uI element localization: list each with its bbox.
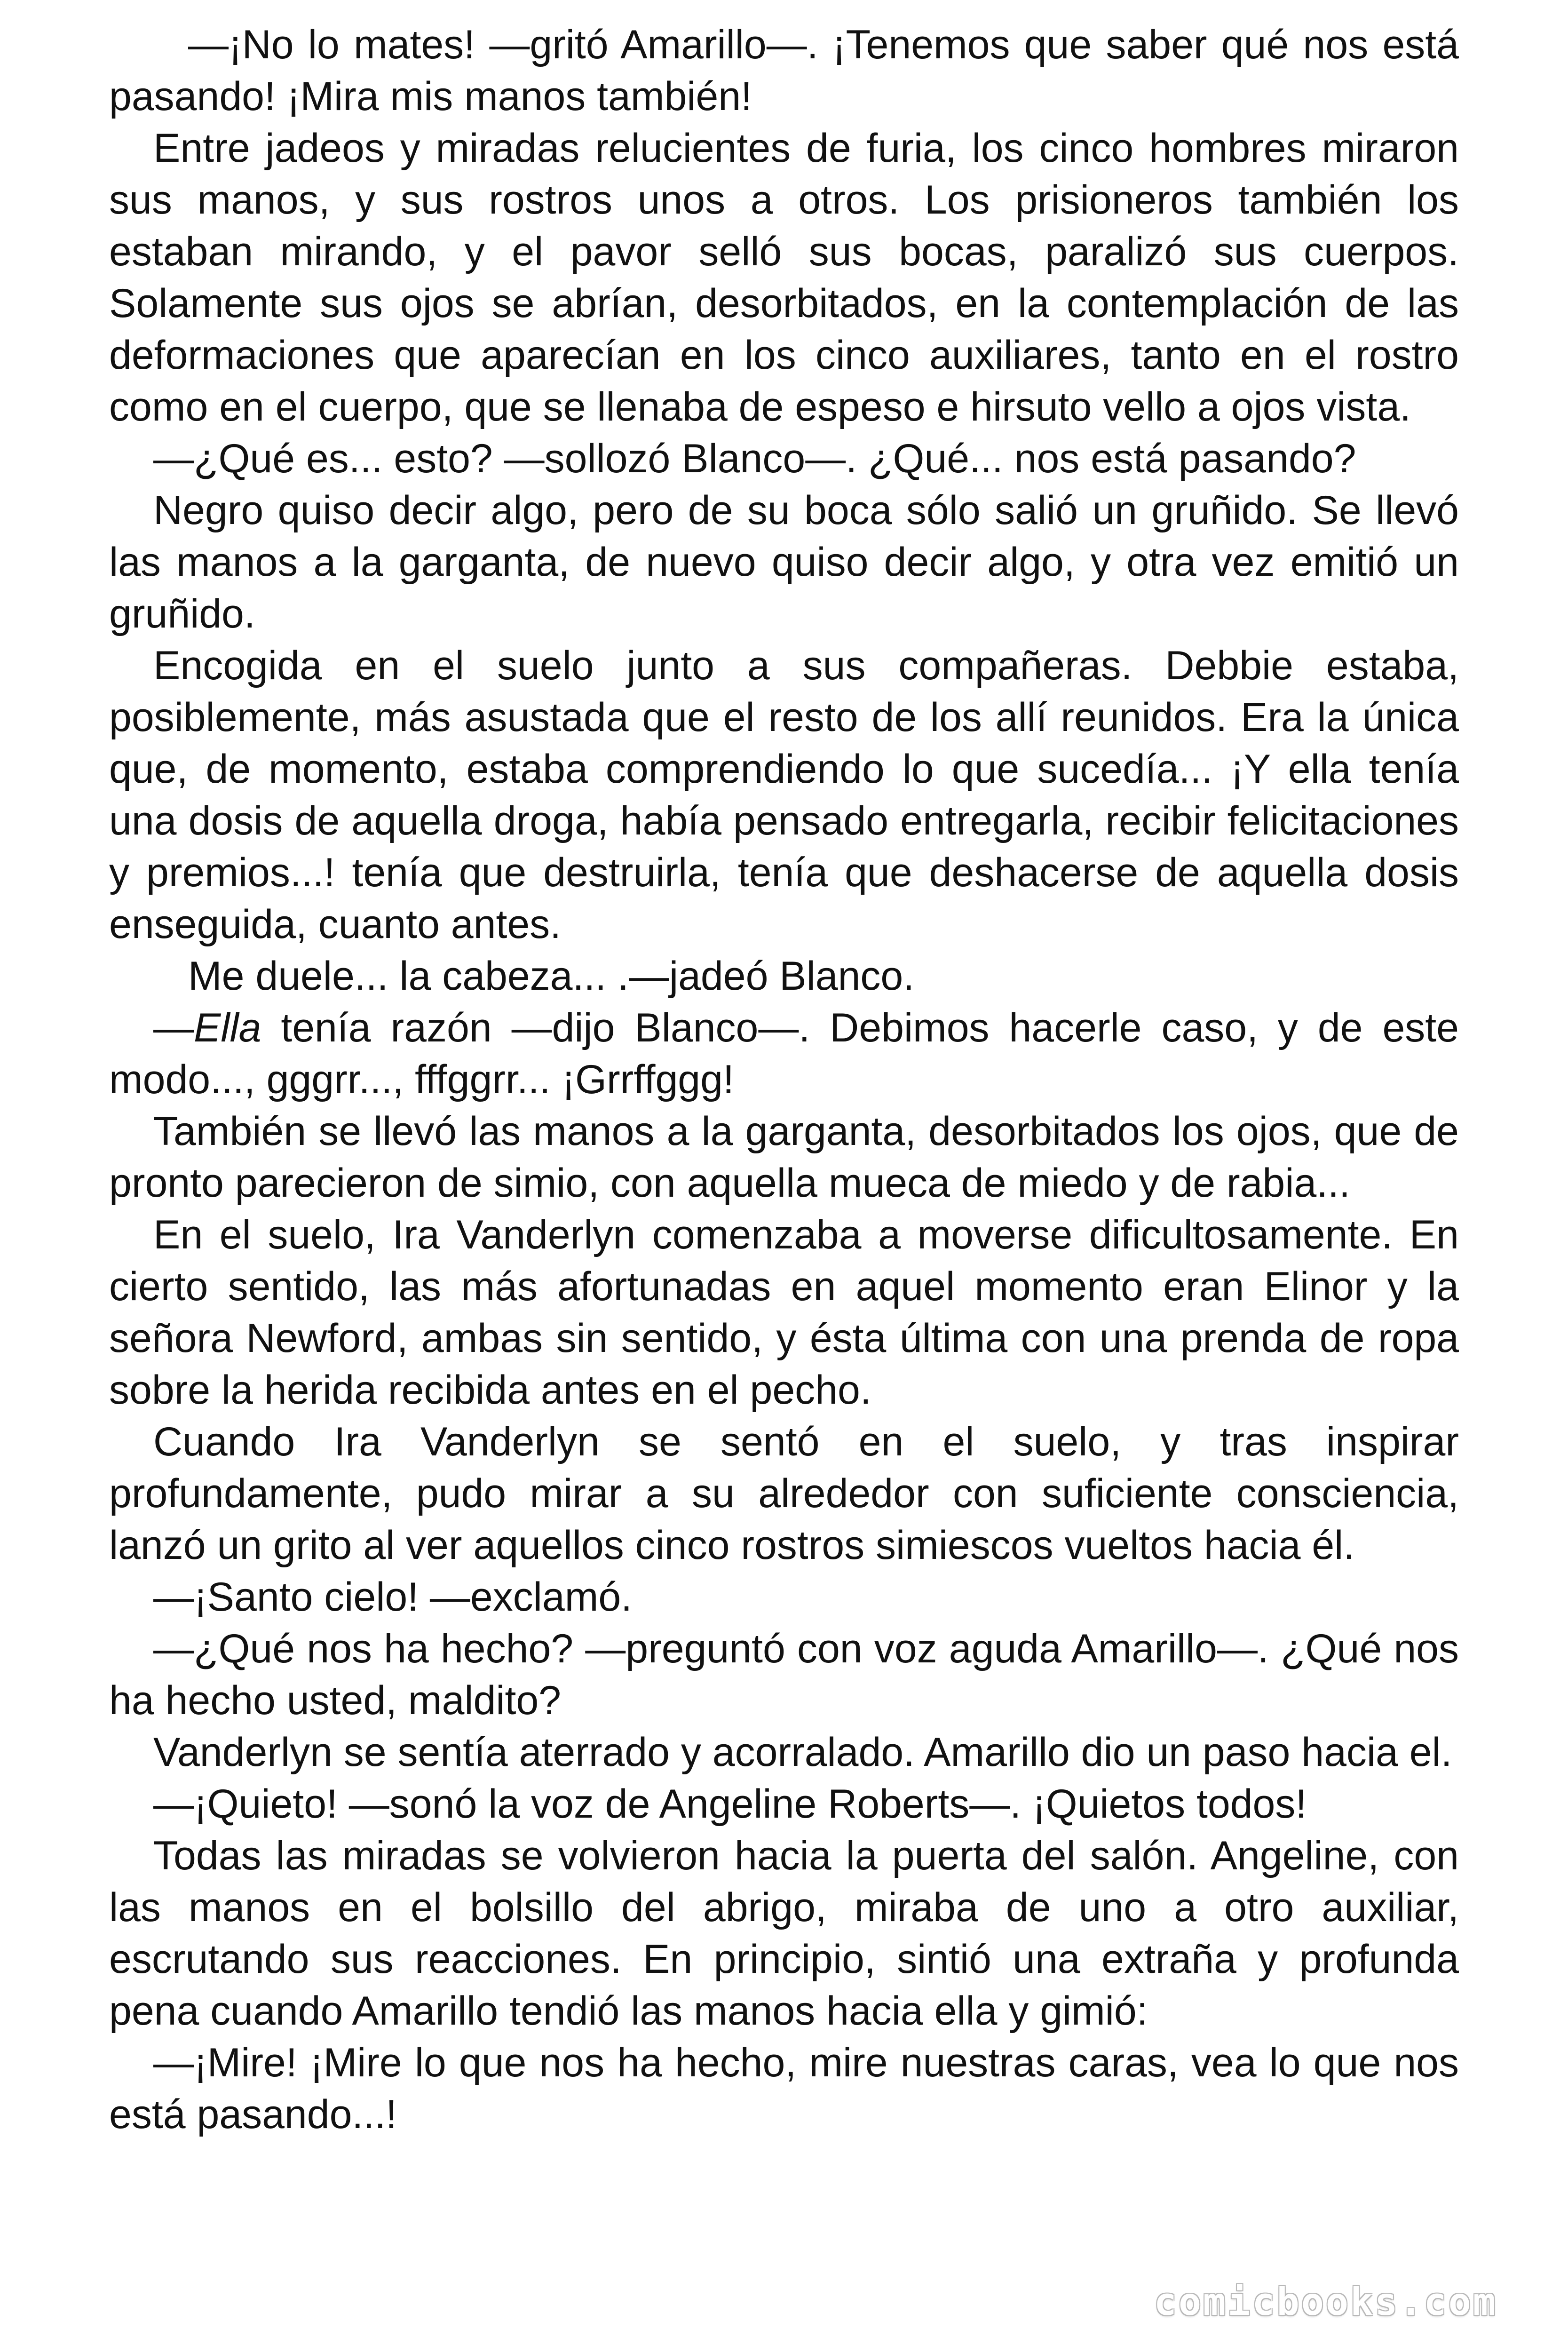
dialogue-dash: — xyxy=(153,1005,194,1050)
paragraph-9: En el suelo, Ira Vanderlyn comenzaba a moverse dificultosamente. En cierto sentido, las más afortunadas en aquel momento eran Elinor y la señora Newford, ambas sin sentido, y ésta última con una prenda de ropa sobre la herida recibida antes en el pecho. xyxy=(109,1212,1459,1413)
watermark: comicbooks.com xyxy=(1154,2280,1497,2324)
paragraph-12: —¿Qué nos ha hecho? —preguntó con voz aguda Amarillo—. ¿Qué nos ha hecho usted, maldito? xyxy=(109,1626,1459,1723)
paragraph-3: —¿Qué es... esto? —sollozó Blanco—. ¿Qué... nos está pasando? xyxy=(153,436,1356,481)
paragraph-16: —¡Mire! ¡Mire lo que nos ha hecho, mire nuestras caras, vea lo que nos está pasando...! xyxy=(109,2040,1459,2137)
paragraph-13: Vanderlyn se sentía aterrado y acorralado. Amarillo dio un paso hacia el. xyxy=(153,1730,1452,1775)
paragraph-7-rest: tenía razón —dijo Blanco—. Debimos hacerle caso, y de este modo..., gggrr..., fffggrr... ¡Grrffggg! xyxy=(109,1005,1459,1102)
paragraph-8: También se llevó las manos a la garganta, desorbitados los ojos, que de pronto parecieron de simio, con aquella mueca de miedo y de rabia... xyxy=(109,1109,1459,1206)
paragraph-6: Me duele... la cabeza... .—jadeó Blanco. xyxy=(188,954,915,999)
paragraph-5: Encogida en el suelo junto a sus compañeras. Debbie estaba, posiblemente, más asustada que el resto de los allí reunidos. Era la única que, de momento, estaba comprendiendo lo que sucedía... ¡Y ella tenía una dosis de aquella droga, había pensado entregarla, recibir felicitaciones y premios...! tenía que destruirla, tenía que deshacerse de aquella dosis enseguida, cuanto antes. xyxy=(109,643,1459,947)
paragraph-2: Entre jadeos y miradas relucientes de furia, los cinco hombres miraron sus manos, y sus rostros unos a otros. Los prisioneros también los estaban mirando, y el pavor selló sus bocas, paralizó sus cuerpos. Solamente sus ojos se abrían, desorbitados, en la contemplación de las deformaciones que aparecían en los cinco auxiliares, tanto en el rostro como en el cuerpo, que se llenaba de espeso e hirsuto vello a ojos vista. xyxy=(109,126,1459,429)
paragraph-10: Cuando Ira Vanderlyn se sentó en el suelo, y tras inspirar profundamente, pudo mirar a su alrededor con suficiente consciencia, lanzó un grito al ver aquellos cinco rostros simiescos vueltos hacia él. xyxy=(109,1419,1459,1568)
paragraph-14: —¡Quieto! —sonó la voz de Angeline Roberts—. ¡Quietos todos! xyxy=(153,1781,1307,1827)
paragraph-15: Todas las miradas se volvieron hacia la puerta del salón. Angeline, con las manos en el bolsillo del abrigo, miraba de uno a otro auxiliar, escrutando sus reacciones. En principio, sintió una extraña y profunda pena cuando Amarillo tendió las manos hacia ella y gimió: xyxy=(109,1833,1459,2034)
paragraph-11: —¡Santo cielo! —exclamó. xyxy=(153,1574,633,1620)
paragraph-1: —¡No lo mates! —gritó Amarillo—. ¡Tenemos que saber qué nos está pasando! ¡Mira mis manos también! xyxy=(109,22,1459,119)
paragraph-7 xyxy=(109,1002,1459,1105)
italic-word: Ella xyxy=(194,1005,261,1050)
paragraph-4: Negro quiso decir algo, pero de su boca sólo salió un gruñido. Se llevó las manos a la garganta, de nuevo quiso decir algo, y otra vez emitió un gruñido. xyxy=(109,488,1459,636)
page-body xyxy=(109,19,1459,2140)
